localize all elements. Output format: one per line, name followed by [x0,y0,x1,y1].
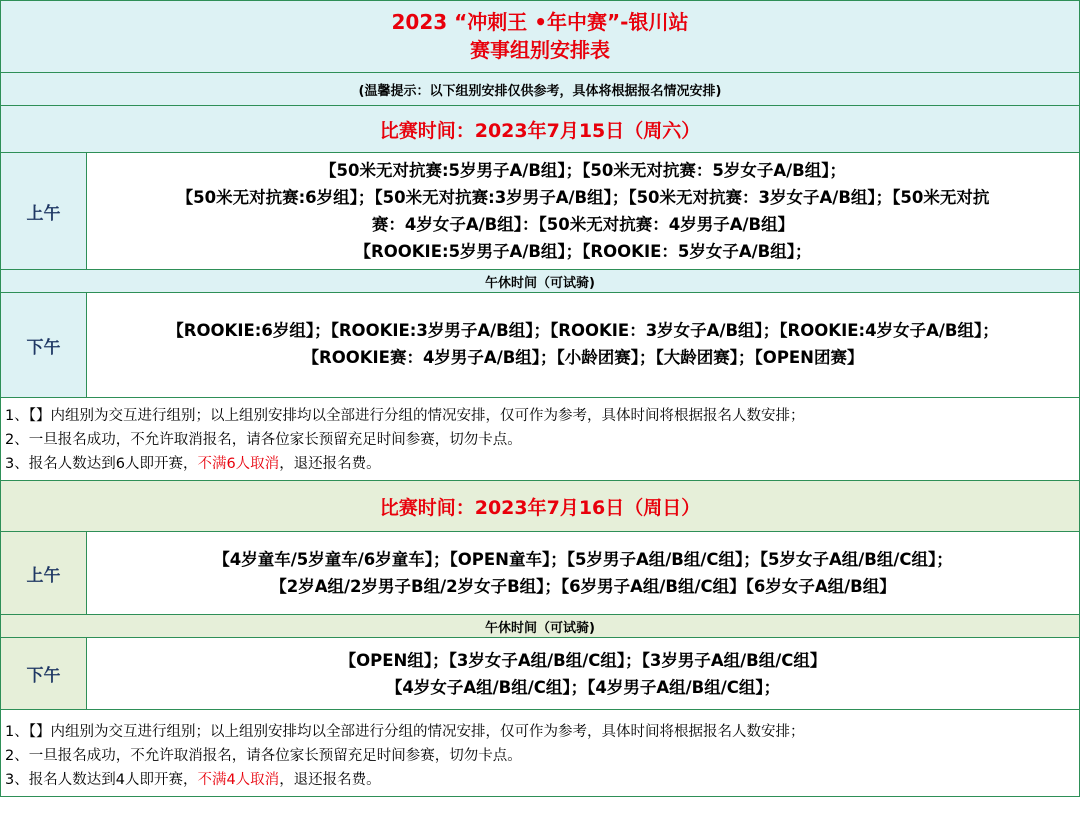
day2-afternoon-row [1,638,1080,710]
day1-afternoon-line: 【ROOKIE赛：4岁男子A/B组】；【小龄团赛】；【大龄团赛】；【OPEN团赛】 [302,348,864,367]
note-text: ，退还报名费。 [279,456,381,472]
day2-afternoon-groups [87,638,1080,710]
day1-morning-line: 【50米无对抗赛:6岁组】；【50米无对抗赛:3岁男子A/B组】；【50米无对抗赛：3岁女子A/B组】；【50米无对抗 [176,188,990,207]
day1-morning-groups [87,153,1080,270]
day1-date: 比赛时间：2023年7月15日（周六） [1,106,1080,153]
day2-morning-row [1,532,1080,615]
day1-notes [1,398,1080,481]
note-text: ，退还报名费。 [279,772,381,788]
day2-date-row [1,481,1080,532]
day2-afternoon-line: 【OPEN组】；【3岁女子A组/B组/C组】；【3岁男子A组/B组/C组】 [339,650,827,670]
day1-afternoon-label: 下午 [1,293,87,398]
day2-afternoon-line: 【4岁女子A组/B组/C组】；【4岁男子A组/B组/C组】； [385,677,781,697]
note-line: 1、【】内组别为交互进行组别；以上组别安排均以全部进行分组的情况安排，仅可作为参考，具体时间将根据报名人数安排； [5,408,805,424]
note-line [5,768,1075,792]
day1-morning-row [1,153,1080,270]
page-title: 2023 “冲刺王 •年中赛”-银川站 [391,9,689,34]
day1-morning-label: 上午 [1,153,87,270]
day2-morning-groups [87,532,1080,615]
day1-lunch-row [1,270,1080,293]
day1-morning-line: 【ROOKIE:5岁男子A/B组】；【ROOKIE：5岁女子A/B组】； [354,242,812,261]
day2-lunch: 午休时间（可试骑) [1,615,1080,638]
note-line [5,452,1075,476]
note-line: 2、一旦报名成功，不允许取消报名，请各位家长预留充足时间参赛，切勿卡点。 [5,432,522,448]
day2-notes [1,710,1080,797]
page-subtitle: 赛事组别安排表 [470,37,610,62]
note-text: 3、报名人数达到6人即开赛， [5,456,198,472]
day1-morning-line: 【50米无对抗赛:5岁男子A/B组】；【50米无对抗赛：5岁女子A/B组】； [320,161,846,180]
day2-date: 比赛时间：2023年7月16日（周日） [1,481,1080,532]
day1-morning-line: 赛：4岁女子A/B组】：【50米无对抗赛：4岁男子A/B组】 [371,215,795,234]
note-line: 1、【】内组别为交互进行组别；以上组别安排均以全部进行分组的情况安排，仅可作为参考，具体时间将根据报名人数安排； [5,724,805,740]
day1-afternoon-line: 【ROOKIE:6岁组】；【ROOKIE:3岁男子A/B组】；【ROOKIE：3岁女子A/B组】；【ROOKIE:4岁女子A/B组】； [167,321,999,340]
day1-lunch: 午休时间（可试骑) [1,270,1080,293]
day2-notes-row [1,710,1080,797]
day1-notes-row [1,398,1080,481]
tip-row [1,73,1080,106]
note-text: 3、报名人数达到4人即开赛， [5,772,198,788]
day2-morning-line: 【4岁童车/5岁童车/6岁童车】；【OPEN童车】；【5岁男子A组/B组/C组】；【5岁女子A组/B组/C组】； [213,550,953,569]
day1-date-row [1,106,1080,153]
tip-text: (温馨提示：以下组别安排仅供参考，具体将根据报名情况安排) [1,73,1080,106]
day2-morning-line: 【2岁A组/2岁男子B组/2岁女子B组】；【6岁男子A组/B组/C组】【6岁女子A组/B组】 [270,577,896,596]
day2-lunch-row [1,615,1080,638]
header-cell [1,1,1080,73]
day1-afternoon-row [1,293,1080,398]
day2-morning-label: 上午 [1,532,87,615]
header-row [1,1,1080,73]
note-highlight: 不满6人取消 [197,456,280,472]
note-line: 2、一旦报名成功，不允许取消报名，请各位家长预留充足时间参赛，切勿卡点。 [5,748,522,764]
note-highlight: 不满4人取消 [197,772,280,788]
day1-afternoon-groups [87,293,1080,398]
day2-afternoon-label: 下午 [1,638,87,710]
